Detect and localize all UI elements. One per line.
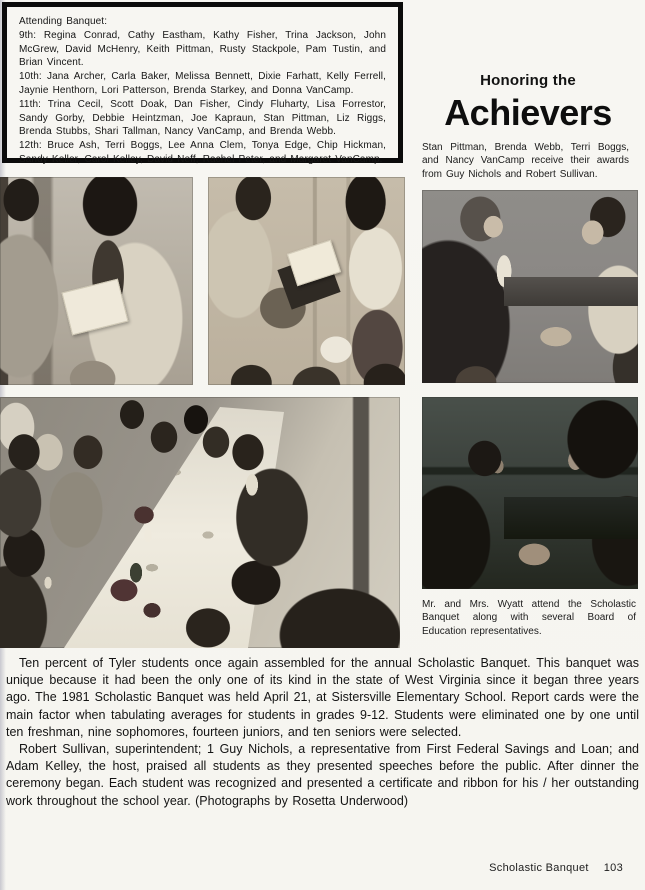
headline: [416, 72, 640, 134]
diners-shapes: [0, 397, 400, 648]
photo-wyatt-handshake: [422, 397, 638, 589]
grade-label: 12th:: [19, 140, 42, 152]
lectern-shape: [504, 497, 638, 539]
headline-kicker: Honoring the: [480, 72, 576, 89]
photo-banquet-table: [0, 397, 400, 648]
photo-award-presentation-1: [0, 177, 193, 385]
wyatt-photo-caption: Mr. and Mrs. Wyatt attend the Scholastic Banquet along with several Board of Education representatives.: [422, 599, 636, 637]
page-title: Achievers: [444, 92, 612, 133]
grade-names: Jana Archer, Carla Baker, Melissa Bennett, Dixie Farhatt, Kelly Ferrell, Jaynie Henthorn, Lori Patterson, Brenda Starkey, and Donna VanCamp.: [19, 71, 386, 96]
certificate-shape: [61, 279, 128, 336]
grade-names: Bruce Ash, Terri Boggs, Lee Anna Clem, Tonya Edge, Chip Hickman, Sandy Keller, Carol Kelley, David Neff, Rachel Peter, and Margaret VanCamp.: [19, 140, 386, 165]
photo-handshake-award: [422, 190, 638, 383]
grade-names: Trina Cecil, Scott Doak, Dan Fisher, Cindy Fluharty, Lisa Forrestor, Sandy Gorby, Debbie Heintzman, Joe Kapraun, Stan Pittman, Liz Riggs, Brenda Stubbs, Shari Tallman, Nancy VanCamp, and Brenda Webb.: [19, 98, 386, 138]
attendees-entry-11th: [19, 98, 386, 139]
footer-section-label: Scholastic Banquet: [489, 862, 589, 874]
attendees-entry-9th: [19, 29, 386, 70]
page-footer: [0, 862, 623, 874]
table-rail-shape: [504, 277, 638, 306]
attending-banquet-title: Attending Banquet:: [19, 16, 108, 27]
page-number: 103: [603, 862, 623, 874]
grade-names: Regina Conrad, Cathy Eastham, Kathy Fisher, Trina Jackson, John McGrew, David McHenry, Keith Pittman, Rusty Stackpole, Pam Tustin, and Brian Vincent.: [19, 29, 386, 69]
grade-label: 10th:: [19, 71, 42, 83]
award-photo-caption: Stan Pittman, Brenda Webb, Terri Boggs, and Nancy VanCamp receive their awards from Guy Nichols and Robert Sullivan.: [422, 142, 629, 180]
attending-banquet-box: [2, 2, 403, 163]
photo-award-presentation-2: [208, 177, 405, 385]
grade-label: 11th:: [19, 98, 41, 110]
article-paragraph-2: Robert Sullivan, superintendent; 1 Guy Nichols, a representative from First Federal Savings and Loan; and Adam Kelley, the host, praised all students as they presented speeches before the public. After dinner the ceremony began. Each student was recognized and presented a certificate and ribbon for his / her outstanding work throughout the school year. (Photographs by Rosetta Underwood): [6, 742, 639, 808]
article-paragraph-1: Ten percent of Tyler students once again assembled for the annual Scholastic Banquet. This banquet was unique because it had been the only one of its kind in the state of West Virginia since it began three years ago. The 1981 Scholastic Banquet was held April 21, at Sistersville Elementary School. Report cards were the main factor when tabulating averages for students in grades 9-12. Students were eliminated one by one until ten freshman, nine sophomores, fourteen juniors, and ten seniors were selected.: [6, 656, 639, 739]
grade-label: 9th:: [19, 29, 37, 41]
article-body: [6, 655, 639, 810]
attendees-entry-12th: [19, 139, 386, 167]
attendees-entry-10th: [19, 70, 386, 98]
